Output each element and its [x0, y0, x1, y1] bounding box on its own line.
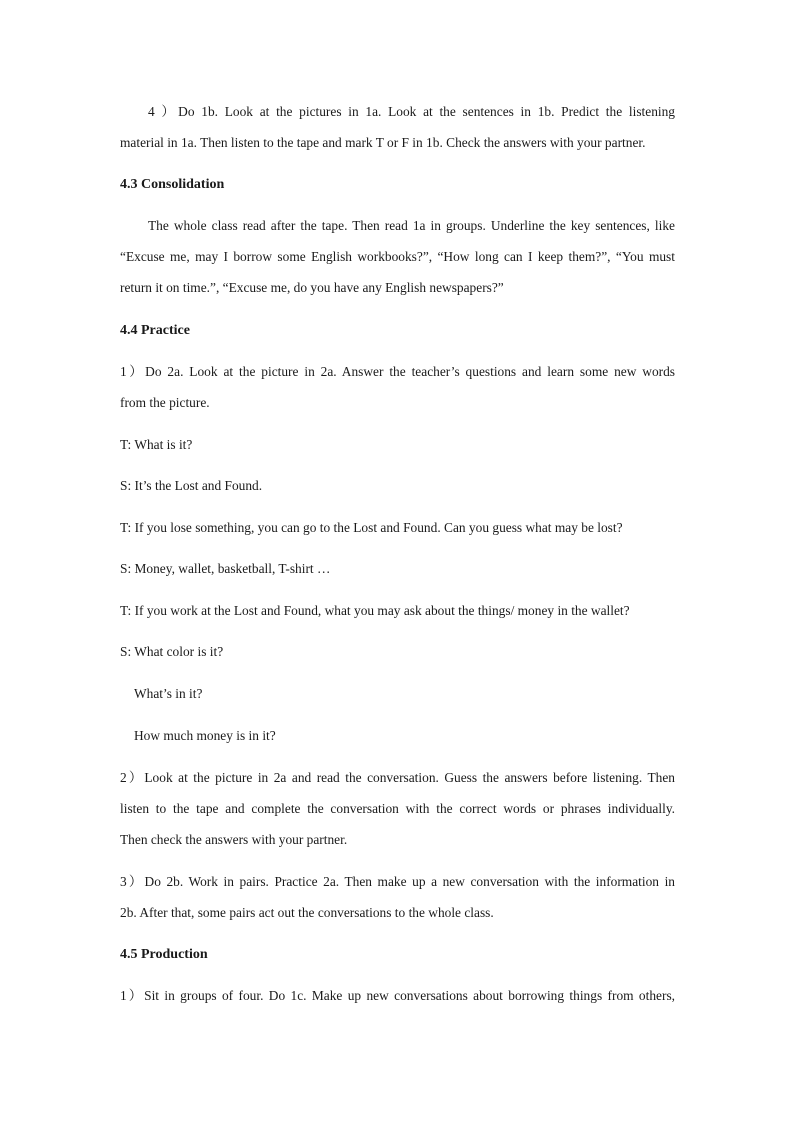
dialogue-line-5: T: If you work at the Lost and Found, what you may ask about the things/ money in the wallet?: [120, 603, 630, 618]
paragraph-production-1-line-1: 1）Sit in groups of four. Do 1c. Make up new conversations about borrowing things from others,: [120, 988, 675, 1003]
dialogue-line-7: What’s in it?: [134, 686, 203, 701]
paragraph-practice-1-line-2: from the picture.: [120, 395, 210, 410]
section-heading-practice: 4.4 Practice: [120, 323, 190, 338]
paragraph-consolidation-line-2: “Excuse me, may I borrow some English workbooks?”, “How long can I keep them?”, “You must: [120, 249, 675, 264]
dialogue-line-1: T: What is it?: [120, 437, 193, 452]
dialogue-line-2: S: It’s the Lost and Found.: [120, 478, 263, 493]
paragraph-consolidation-line-1: The whole class read after the tape. Then read 1a in groups. Underline the key sentences, like: [148, 218, 675, 233]
paragraph-item-4-line-1: 4 ）Do 1b. Look at the pictures in 1a. Look at the sentences in 1b. Predict the listening: [148, 104, 675, 119]
dialogue-line-4: S: Money, wallet, basketball, T-shirt …: [120, 561, 331, 576]
dialogue-line-3: T: If you lose something, you can go to the Lost and Found. Can you guess what may be lost?: [120, 520, 623, 535]
paragraph-practice-3-line-1: 3）Do 2b. Work in pairs. Practice 2a. Then make up a new conversation with the information in: [120, 874, 675, 889]
dialogue-line-6: S: What color is it?: [120, 644, 224, 659]
paragraph-practice-2-line-3: Then check the answers with your partner.: [120, 832, 348, 847]
paragraph-item-4-line-2: material in 1a. Then listen to the tape and mark T or F in 1b. Check the answers with your partner.: [120, 135, 646, 150]
paragraph-practice-2-line-2: listen to the tape and complete the conversation with the correct words or phrases individually.: [120, 801, 675, 816]
paragraph-practice-1-line-1: 1）Do 2a. Look at the picture in 2a. Answer the teacher’s questions and learn some new words: [120, 364, 675, 379]
paragraph-practice-2-line-1: 2）Look at the picture in 2a and read the conversation. Guess the answers before listening. Then: [120, 770, 675, 785]
paragraph-consolidation-line-3: return it on time.”, “Excuse me, do you have any English newspapers?”: [120, 280, 504, 295]
section-heading-production: 4.5 Production: [120, 947, 208, 962]
paragraph-practice-3-line-2: 2b. After that, some pairs act out the conversations to the whole class.: [120, 905, 494, 920]
section-heading-consolidation: 4.3 Consolidation: [120, 177, 225, 192]
dialogue-line-8: How much money is in it?: [134, 728, 276, 743]
